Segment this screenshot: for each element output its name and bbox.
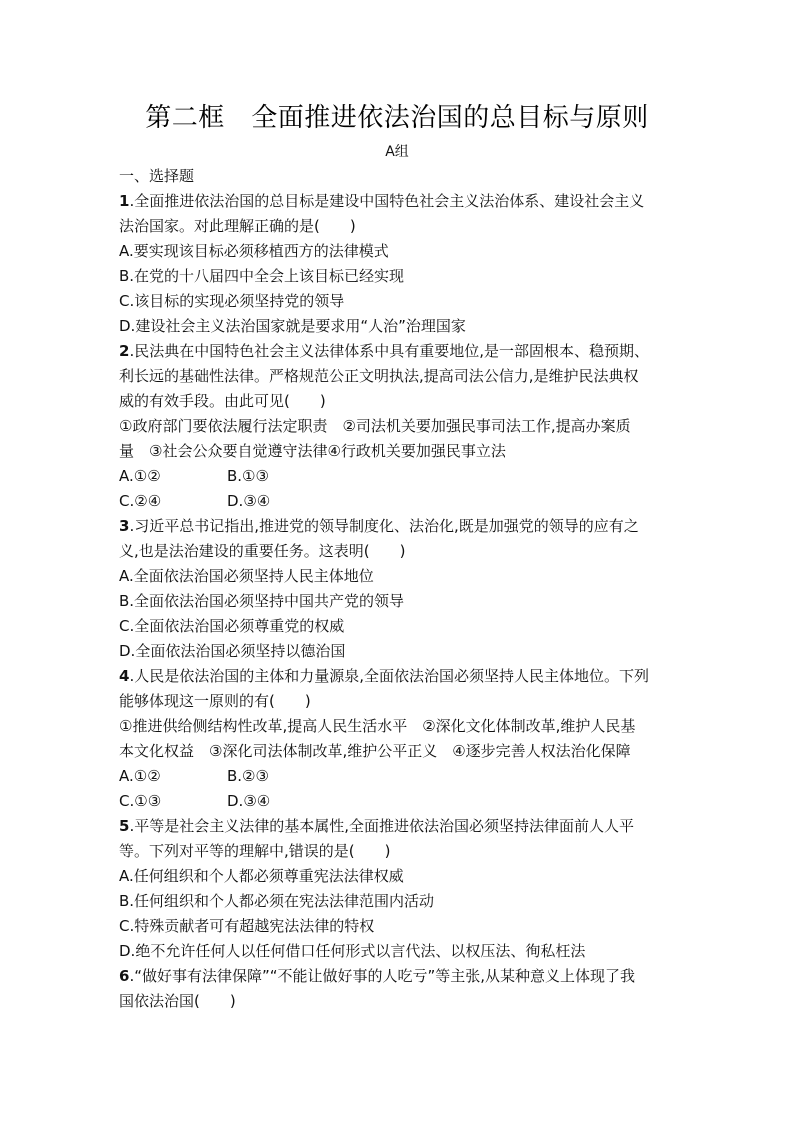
question-6 — [119, 964, 679, 1014]
question-stem-line: 国依法治国( ) — [119, 992, 236, 1010]
option-a[interactable]: A.全面依法治国必须坚持人民主体地位 — [119, 567, 374, 585]
question-4 — [119, 664, 679, 814]
option-d[interactable]: D.③④ — [227, 792, 271, 810]
option-b[interactable]: B.全面依法治国必须坚持中国共产党的领导 — [119, 592, 405, 610]
option-c[interactable]: C.全面依法治国必须尊重党的权威 — [119, 617, 345, 635]
option-a[interactable]: A.要实现该目标必须移植西方的法律模式 — [119, 242, 389, 260]
choice-row — [119, 464, 679, 489]
option-c[interactable]: C.①③ — [119, 792, 162, 810]
question-stem-line: 5.平等是社会主义法律的基本属性,全面推进依法治国必须坚持法律面前人人平 — [119, 817, 634, 835]
option-a[interactable]: A.任何组织和个人都必须尊重宪法法律权威 — [119, 867, 404, 885]
option-b[interactable]: B.①③ — [227, 467, 269, 485]
option-c[interactable]: C.特殊贡献者可有超越宪法法律的特权 — [119, 917, 375, 935]
question-2 — [119, 339, 679, 514]
choice-row — [119, 789, 679, 814]
option-d[interactable]: D.全面依法治国必须坚持以德治国 — [119, 642, 346, 660]
question-stem-line: 4.人民是依法治国的主体和力量源泉,全面依法治国必须坚持人民主体地位。下列 — [119, 667, 649, 685]
question-number: 5 — [119, 817, 130, 835]
question-number: 1 — [119, 192, 130, 210]
question-3 — [119, 514, 679, 664]
question-stem-line: 利长远的基础性法律。严格规范公正文明执法,提高司法公信力,是维护民法典权 — [119, 367, 639, 385]
question-stem-line: 2.民法典在中国特色社会主义法律体系中具有重要地位,是一部固根本、稳预期、 — [119, 342, 649, 360]
question-number: 6 — [119, 967, 130, 985]
option-c[interactable]: C.②④ — [119, 492, 162, 510]
question-stem-line: 义,也是法治建设的重要任务。这表明( ) — [119, 542, 406, 560]
option-a[interactable]: A.①② — [119, 767, 161, 785]
statement-list-line: ①推进供给侧结构性改革,提高人民生活水平 ②深化文化体制改革,维护人民基 — [119, 717, 636, 735]
option-b[interactable]: B.②③ — [227, 767, 269, 785]
question-1 — [119, 189, 679, 339]
page-title: 第二框 全面推进依法治国的总目标与原则 — [145, 103, 649, 133]
option-c[interactable]: C.该目标的实现必须坚持党的领导 — [119, 292, 345, 310]
question-number: 2 — [119, 342, 130, 360]
question-stem-line: 法治国家。对此理解正确的是( ) — [119, 217, 356, 235]
question-stem-line: 威的有效手段。由此可见( ) — [119, 392, 326, 410]
statement-list-line: 本文化权益 ③深化司法体制改革,维护公平正义 ④逐步完善人权法治化保障 — [119, 742, 631, 760]
option-a[interactable]: A.①② — [119, 467, 161, 485]
question-stem-line: 等。下列对平等的理解中,错误的是( ) — [119, 842, 391, 860]
option-d[interactable]: D.建设社会主义法治国家就是要求用“人治”治理国家 — [119, 317, 466, 335]
question-number: 3 — [119, 517, 130, 535]
question-stem-line: 3.习近平总书记指出,推进党的领导制度化、法治化,既是加强党的领导的应有之 — [119, 517, 639, 535]
statement-list-line: 量 ③社会公众要自觉遵守法律④行政机关要加强民事立法 — [119, 442, 506, 460]
question-5 — [119, 814, 679, 964]
question-stem-line: 6.“做好事有法律保障”“不能让做好事的人吃亏”等主张,从某种意义上体现了我 — [119, 967, 636, 985]
option-b[interactable]: B.在党的十八届四中全会上该目标已经实现 — [119, 267, 405, 285]
choice-row — [119, 764, 679, 789]
option-d[interactable]: D.绝不允许任何人以任何借口任何形式以言代法、以权压法、徇私枉法 — [119, 942, 586, 960]
choice-row — [119, 489, 679, 514]
option-d[interactable]: D.③④ — [227, 492, 271, 510]
question-list — [119, 164, 679, 1014]
question-number: 4 — [119, 667, 130, 685]
question-stem-line: 1.全面推进依法治国的总目标是建设中国特色社会主义法治体系、建设社会主义 — [119, 192, 645, 210]
statement-list-line: ①政府部门要依法履行法定职责 ②司法机关要加强民事司法工作,提高办案质 — [119, 417, 631, 435]
option-b[interactable]: B.任何组织和个人都必须在宪法法律范围内活动 — [119, 892, 435, 910]
section-heading: 一、选择题 — [119, 167, 195, 185]
group-label: A组 — [385, 144, 409, 160]
question-stem-line: 能够体现这一原则的有( ) — [119, 692, 311, 710]
